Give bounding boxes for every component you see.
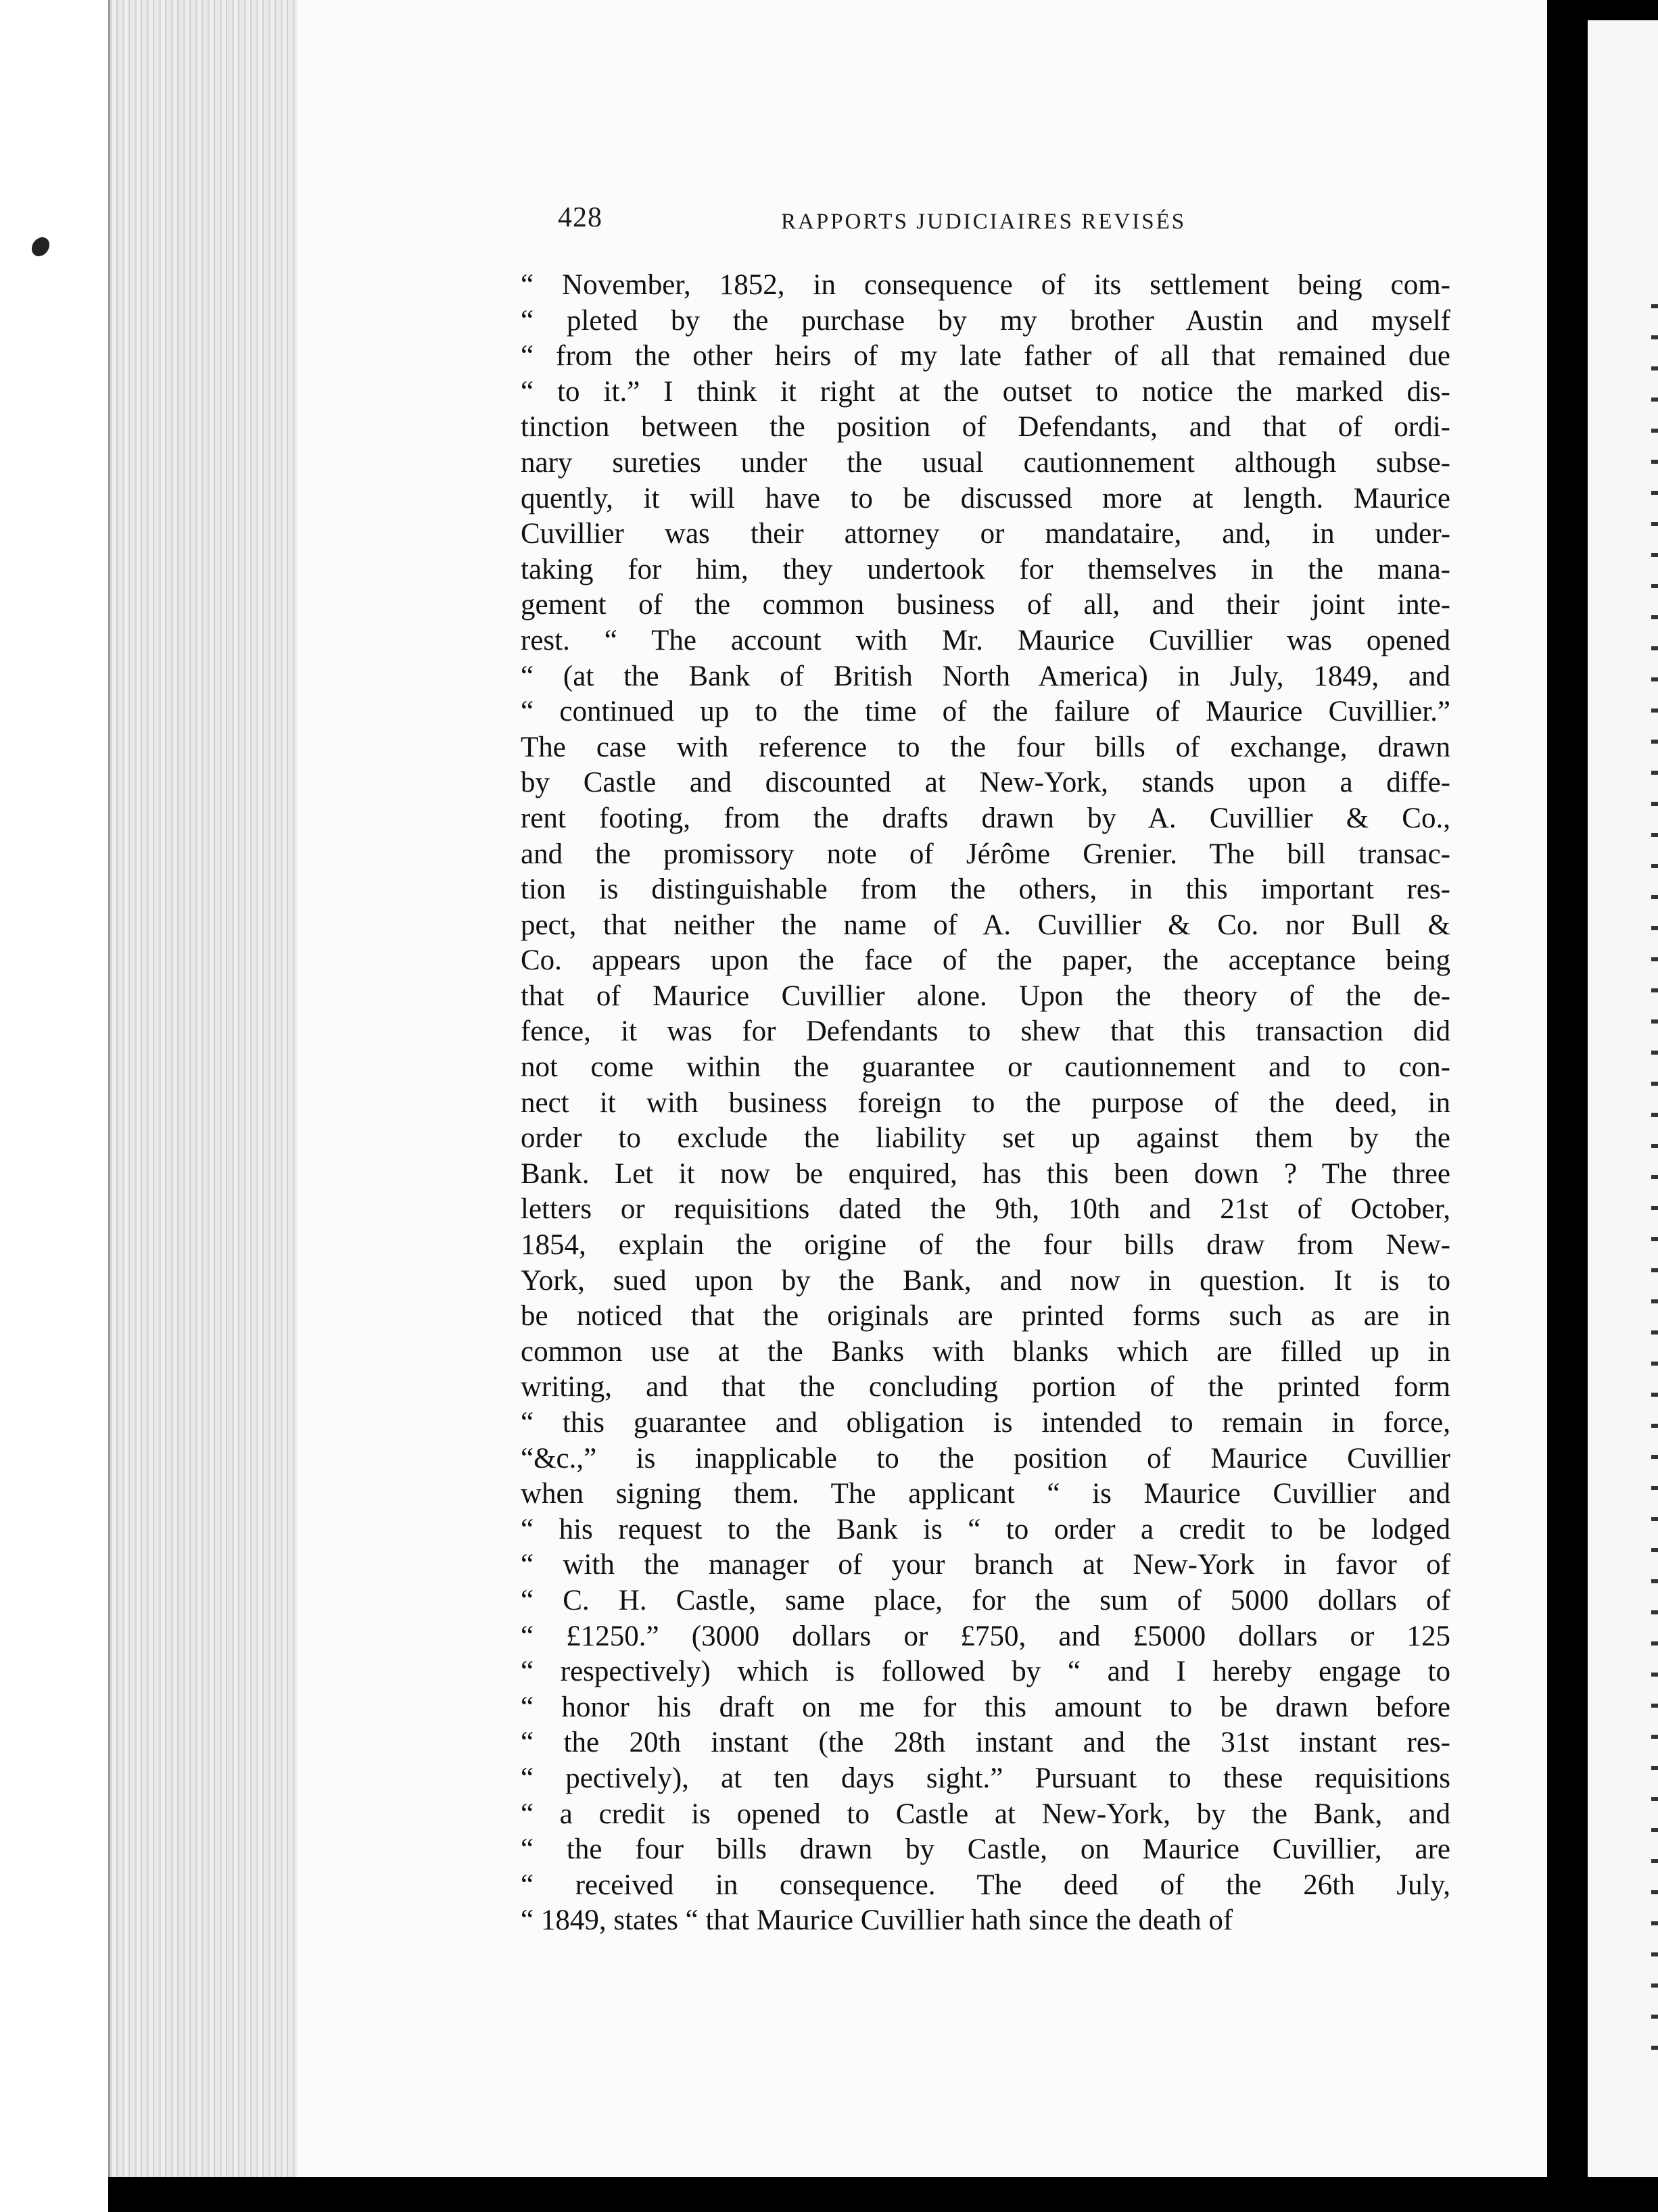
text-line: “ respectively) which is followed by “ and I hereby engage to [521, 1656, 1450, 1688]
page-edges [108, 0, 300, 2177]
text-line: that of Maurice Cuvillier alone. Upon the theory of the de- [521, 980, 1450, 1012]
text-line: “ his request to the Bank is “ to order a credit to be lodged [521, 1513, 1450, 1545]
text-line: rent footing, from the drafts drawn by A. Cuvillier & Co., [521, 802, 1450, 834]
text-line: 1854, explain the origine of the four bills draw from New- [521, 1229, 1450, 1261]
text-line: The case with reference to the four bills of exchange, drawn [521, 731, 1450, 763]
text-line: nect it with business foreign to the purpose of the deed, in [521, 1086, 1450, 1119]
text-line: tinction between the position of Defendants, and that of ordi- [521, 411, 1450, 443]
text-line: common use at the Banks with blanks which are filled up in [521, 1335, 1450, 1368]
body-text [521, 268, 1450, 1939]
text-line: “ pectively), at ten days sight.” Pursuant to these requisitions [521, 1762, 1450, 1794]
text-line: not come within the guarantee or cautionnement and to con- [521, 1051, 1450, 1084]
text-line: “&c.,” is inapplicable to the position of Maurice Cuvillier [521, 1442, 1450, 1474]
text-line: Co. appears upon the face of the paper, the acceptance being [521, 944, 1450, 977]
running-head [558, 201, 1264, 242]
text-line: “ from the other heirs of my late father of all that remained due [521, 340, 1450, 372]
ink-speck [28, 234, 53, 260]
text-line: rest. “ The account with Mr. Maurice Cuvillier was opened [521, 624, 1450, 656]
text-line: taking for him, they undertook for themselves in the mana- [521, 553, 1450, 585]
text-line: “ 1849, states “ that Maurice Cuvillier hath since the death of [521, 1904, 1233, 1937]
text-line: when signing them. The applicant “ is Maurice Cuvillier and [521, 1478, 1450, 1510]
text-line: “ £1250.” (3000 dollars or £750, and £5000 dollars or 125 [521, 1620, 1450, 1652]
text-line: “ pleted by the purchase by my brother Austin and myself [521, 304, 1450, 337]
text-line: York, sued upon by the Bank, and now in question. It is to [521, 1264, 1450, 1297]
text-line: and the promissory note of Jérôme Grenier. The bill transac- [521, 838, 1450, 870]
text-line: be noticed that the originals are printed forms such as are in [521, 1300, 1450, 1332]
text-line: “ honor his draft on me for this amount to be drawn before [521, 1691, 1450, 1723]
text-line: “ received in consequence. The deed of the 26th July, [521, 1869, 1450, 1901]
text-line: letters or requisitions dated the 9th, 10th and 21st of October, [521, 1193, 1450, 1226]
text-line: “ (at the Bank of British North America) in July, 1849, and [521, 660, 1450, 692]
text-line: “ a credit is opened to Castle at New-York, by the Bank, and [521, 1798, 1450, 1830]
text-line: “ the 20th instant (the 28th instant and the 31st instant res- [521, 1727, 1450, 1759]
text-line: “ November, 1852, in consequence of its settlement being com- [521, 269, 1450, 301]
text-line: Bank. Let it now be enquired, has this been down ? The three [521, 1157, 1450, 1190]
text-line: quently, it will have to be discussed more at length. Maurice [521, 482, 1450, 514]
text-line: fence, it was for Defendants to shew that this transaction did [521, 1015, 1450, 1048]
page-number: 428 [558, 202, 602, 233]
text-line: “ the four bills drawn by Castle, on Maurice Cuvillier, are [521, 1833, 1450, 1866]
facing-page-edge [1588, 20, 1658, 2177]
left-margin [0, 0, 108, 2212]
facing-page-text-marks [1651, 304, 1658, 2062]
text-line: nary sureties under the usual cautionnement although subse- [521, 446, 1450, 479]
text-line: Cuvillier was their attorney or mandataire, and, in under- [521, 518, 1450, 550]
text-line: writing, and that the concluding portion of the printed form [521, 1371, 1450, 1403]
text-line: “ continued up to the time of the failure of Maurice Cuvillier.” [521, 696, 1450, 728]
running-title: RAPPORTS JUDICIAIRES REVISÉS [781, 210, 1187, 234]
text-line: order to exclude the liability set up against them by the [521, 1122, 1450, 1155]
text-line: “ to it.” I think it right at the outset to notice the marked dis- [521, 375, 1450, 408]
text-line: tion is distinguishable from the others, in this important res- [521, 873, 1450, 906]
text-line: “ with the manager of your branch at New-York in favor of [521, 1549, 1450, 1581]
text-line: “ this guarantee and obligation is intended to remain in force, [521, 1407, 1450, 1439]
text-line: pect, that neither the name of A. Cuvillier & Co. nor Bull & [521, 909, 1450, 941]
text-line: “ C. H. Castle, same place, for the sum of 5000 dollars of [521, 1584, 1450, 1616]
text-line: by Castle and discounted at New-York, stands upon a diffe- [521, 767, 1450, 799]
text-line: gement of the common business of all, and their joint inte- [521, 589, 1450, 621]
